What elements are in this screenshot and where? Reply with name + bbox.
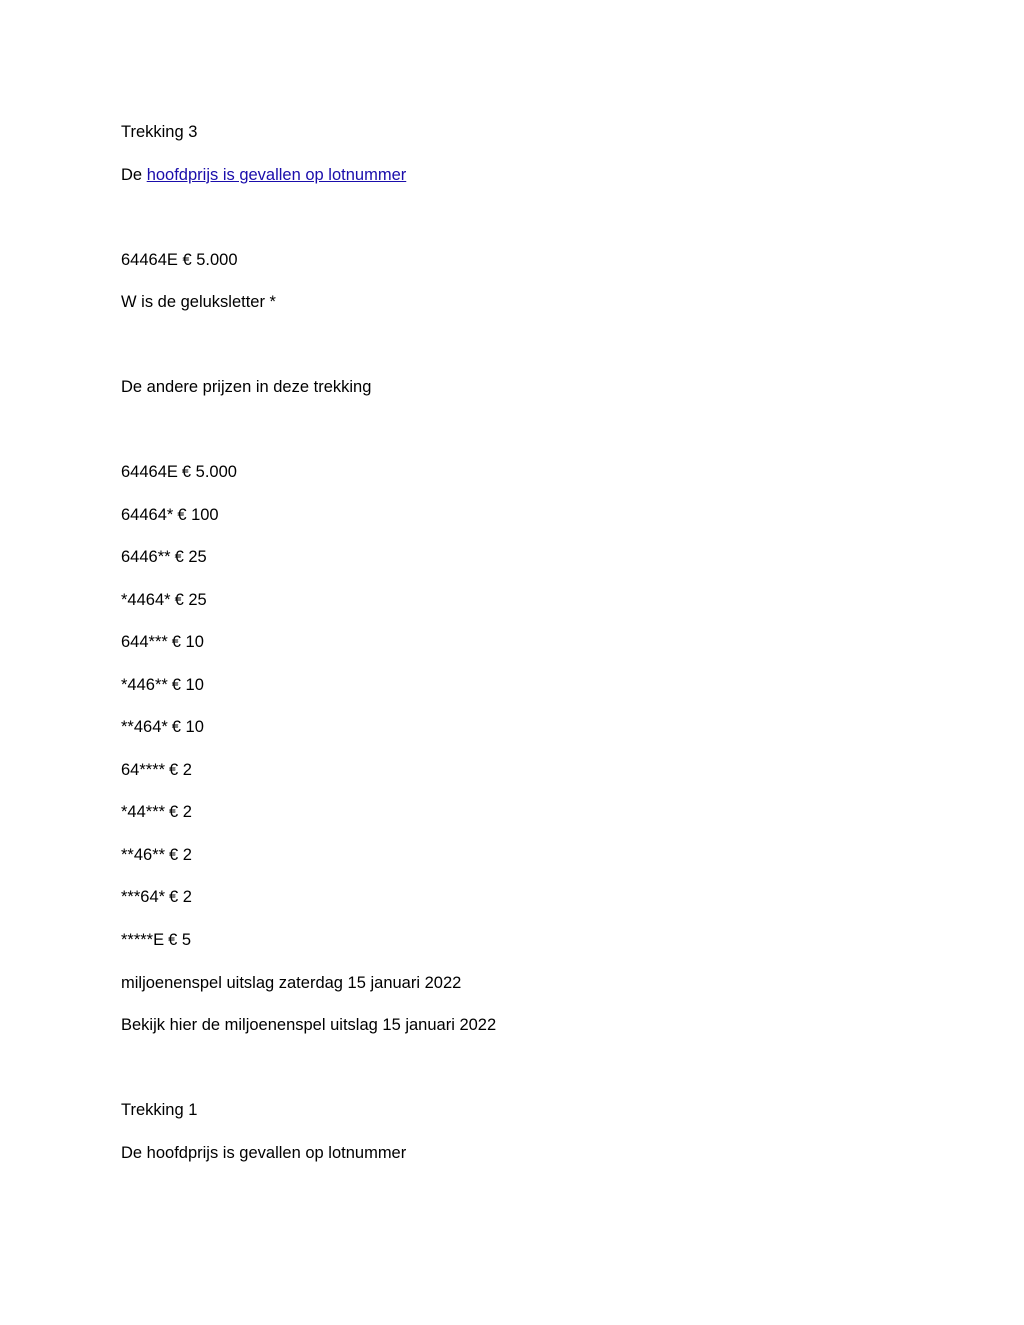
prize-amount: € 10	[171, 718, 204, 736]
prize-number: *****E	[121, 931, 165, 949]
draw-1-lead: De hoofdprijs is gevallen op lotnummer	[121, 1144, 407, 1162]
prize-row	[121, 717, 204, 737]
draw-3-heading: Trekking 3	[121, 123, 198, 141]
prize-amount: € 10	[171, 676, 204, 694]
prize-number: 64464*	[121, 506, 174, 524]
result-title: miljoenenspel uitslag zaterdag 15 januari 2022	[121, 974, 462, 992]
prize-amount: € 10	[171, 633, 204, 651]
draw-3-lead-prefix: De	[121, 166, 143, 184]
prize-number: *4464*	[121, 591, 171, 609]
prize-amount: € 100	[177, 506, 219, 524]
prize-row	[121, 590, 207, 610]
prize-amount: € 2	[169, 803, 192, 821]
prize-row	[121, 547, 207, 567]
prize-amount: € 5.000	[181, 463, 237, 481]
result-subtitle: Bekijk hier de miljoenenspel uitslag 15 januari 2022	[121, 1016, 497, 1034]
prize-amount: € 25	[174, 548, 207, 566]
draw-3-lead	[121, 165, 406, 185]
prize-row	[121, 845, 192, 865]
prize-row	[121, 505, 219, 525]
prize-row	[121, 675, 204, 695]
other-prizes-heading: De andere prijzen in deze trekking	[121, 378, 372, 396]
prize-number: *44***	[121, 803, 166, 821]
prize-number: 644***	[121, 633, 168, 651]
prize-row	[121, 462, 237, 482]
prize-number: 6446**	[121, 548, 171, 566]
prize-number: 64464E	[121, 463, 178, 481]
prize-number: 64****	[121, 761, 166, 779]
prize-row	[121, 802, 192, 822]
draw-1-heading: Trekking 1	[121, 1101, 198, 1119]
prize-number: **464*	[121, 718, 168, 736]
prize-amount: € 2	[169, 846, 192, 864]
lucky-letter-text: W is de geluksletter *	[121, 293, 276, 311]
prize-row	[121, 930, 191, 950]
prize-amount: € 25	[174, 591, 207, 609]
draw-3-main-result: 64464E € 5.000	[121, 251, 238, 269]
prize-row	[121, 887, 192, 907]
prize-number: *446**	[121, 676, 168, 694]
prize-row	[121, 632, 204, 652]
prize-number: ***64*	[121, 888, 166, 906]
hoofdprijs-link[interactable]: hoofdprijs is gevallen op lotnummer	[146, 166, 407, 184]
prize-amount: € 5	[168, 931, 192, 949]
prize-row	[121, 760, 192, 780]
prize-number: **46**	[121, 846, 166, 864]
prize-amount: € 2	[169, 761, 192, 779]
prize-amount: € 2	[169, 888, 192, 906]
